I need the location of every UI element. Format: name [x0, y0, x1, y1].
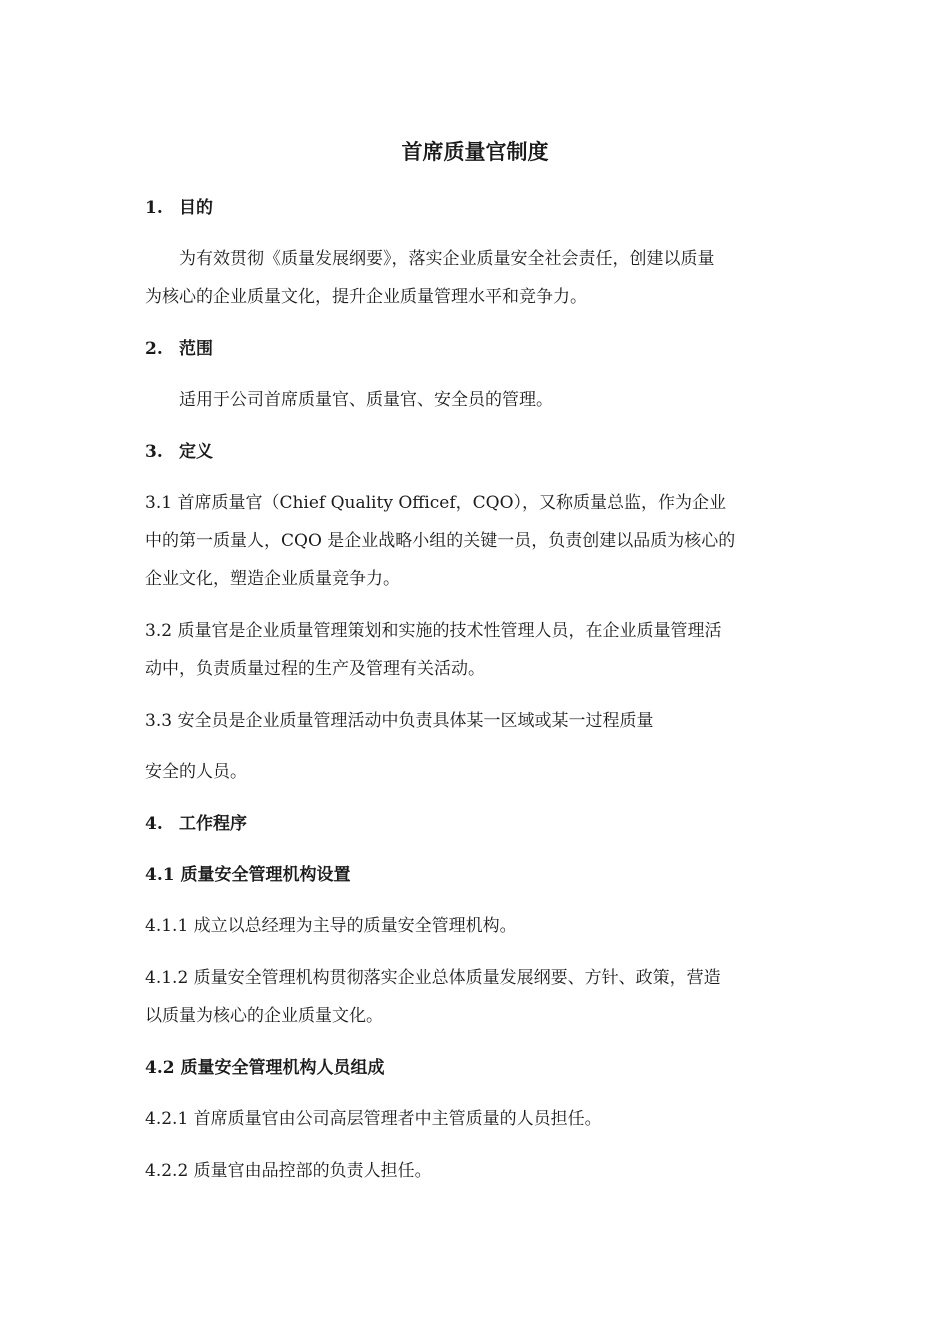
- section-heading-procedure: [145, 812, 810, 836]
- document-title: 首席质量官制度: [401, 139, 549, 164]
- section-title: 工作程序: [179, 814, 247, 834]
- section-title: 目的: [179, 198, 213, 218]
- definition-3-2-line-1: 3.2 质量官是企业质量管理策划和实施的技术性管理人员，在企业质量管理活: [145, 621, 722, 641]
- section-title: 范围: [179, 339, 213, 359]
- section-number: 1.: [145, 198, 163, 218]
- scope-line-1: 适用于公司首席质量官、质量官、安全员的管理。: [179, 390, 553, 410]
- subsection-heading-4-2: 4.2 质量安全管理机构人员组成: [145, 1058, 385, 1078]
- purpose-line-2: 为核心的企业质量文化，提升企业质量管理水平和竞争力。: [145, 287, 587, 307]
- subsection-heading-4-1: 4.1 质量安全管理机构设置: [145, 865, 351, 885]
- section-heading-scope: [145, 337, 810, 361]
- item-4-1-1: 4.1.1 成立以总经理为主导的质量安全管理机构。: [145, 916, 517, 936]
- section-heading-purpose: [145, 196, 810, 220]
- definition-3-1-line-1: 3.1 首席质量官（Chief Quality Officef，CQO），又称质量总监，作为企业: [145, 493, 727, 513]
- section-number: 4.: [145, 814, 163, 834]
- definition-3-3-line-1: 3.3 安全员是企业质量管理活动中负责具体某一区域或某一过程质量: [145, 711, 654, 731]
- item-4-2-1: 4.2.1 首席质量官由公司高层管理者中主管质量的人员担任。: [145, 1109, 602, 1129]
- item-4-1-2-line-1: 4.1.2 质量安全管理机构贯彻落实企业总体质量发展纲要、方针、政策，营造: [145, 968, 721, 988]
- section-number: 2.: [145, 339, 163, 359]
- section-title: 定义: [179, 442, 213, 462]
- definition-3-1-line-2: 中的第一质量人，CQO 是企业战略小组的关键一员，负责创建以品质为核心的: [145, 531, 736, 551]
- definition-3-3-line-2: 安全的人员。: [145, 762, 247, 782]
- item-4-2-2: 4.2.2 质量官由品控部的负责人担任。: [145, 1161, 432, 1181]
- section-number: 3.: [145, 442, 163, 462]
- item-4-1-2-line-2: 以质量为核心的企业质量文化。: [145, 1006, 383, 1026]
- section-heading-definitions: [145, 440, 810, 464]
- definition-3-1-line-3: 企业文化，塑造企业质量竞争力。: [145, 569, 400, 589]
- definition-3-2-line-2: 动中，负责质量过程的生产及管理有关活动。: [145, 659, 485, 679]
- purpose-line-1: 为有效贯彻《质量发展纲要》，落实企业质量安全社会责任，创建以质量: [179, 249, 715, 269]
